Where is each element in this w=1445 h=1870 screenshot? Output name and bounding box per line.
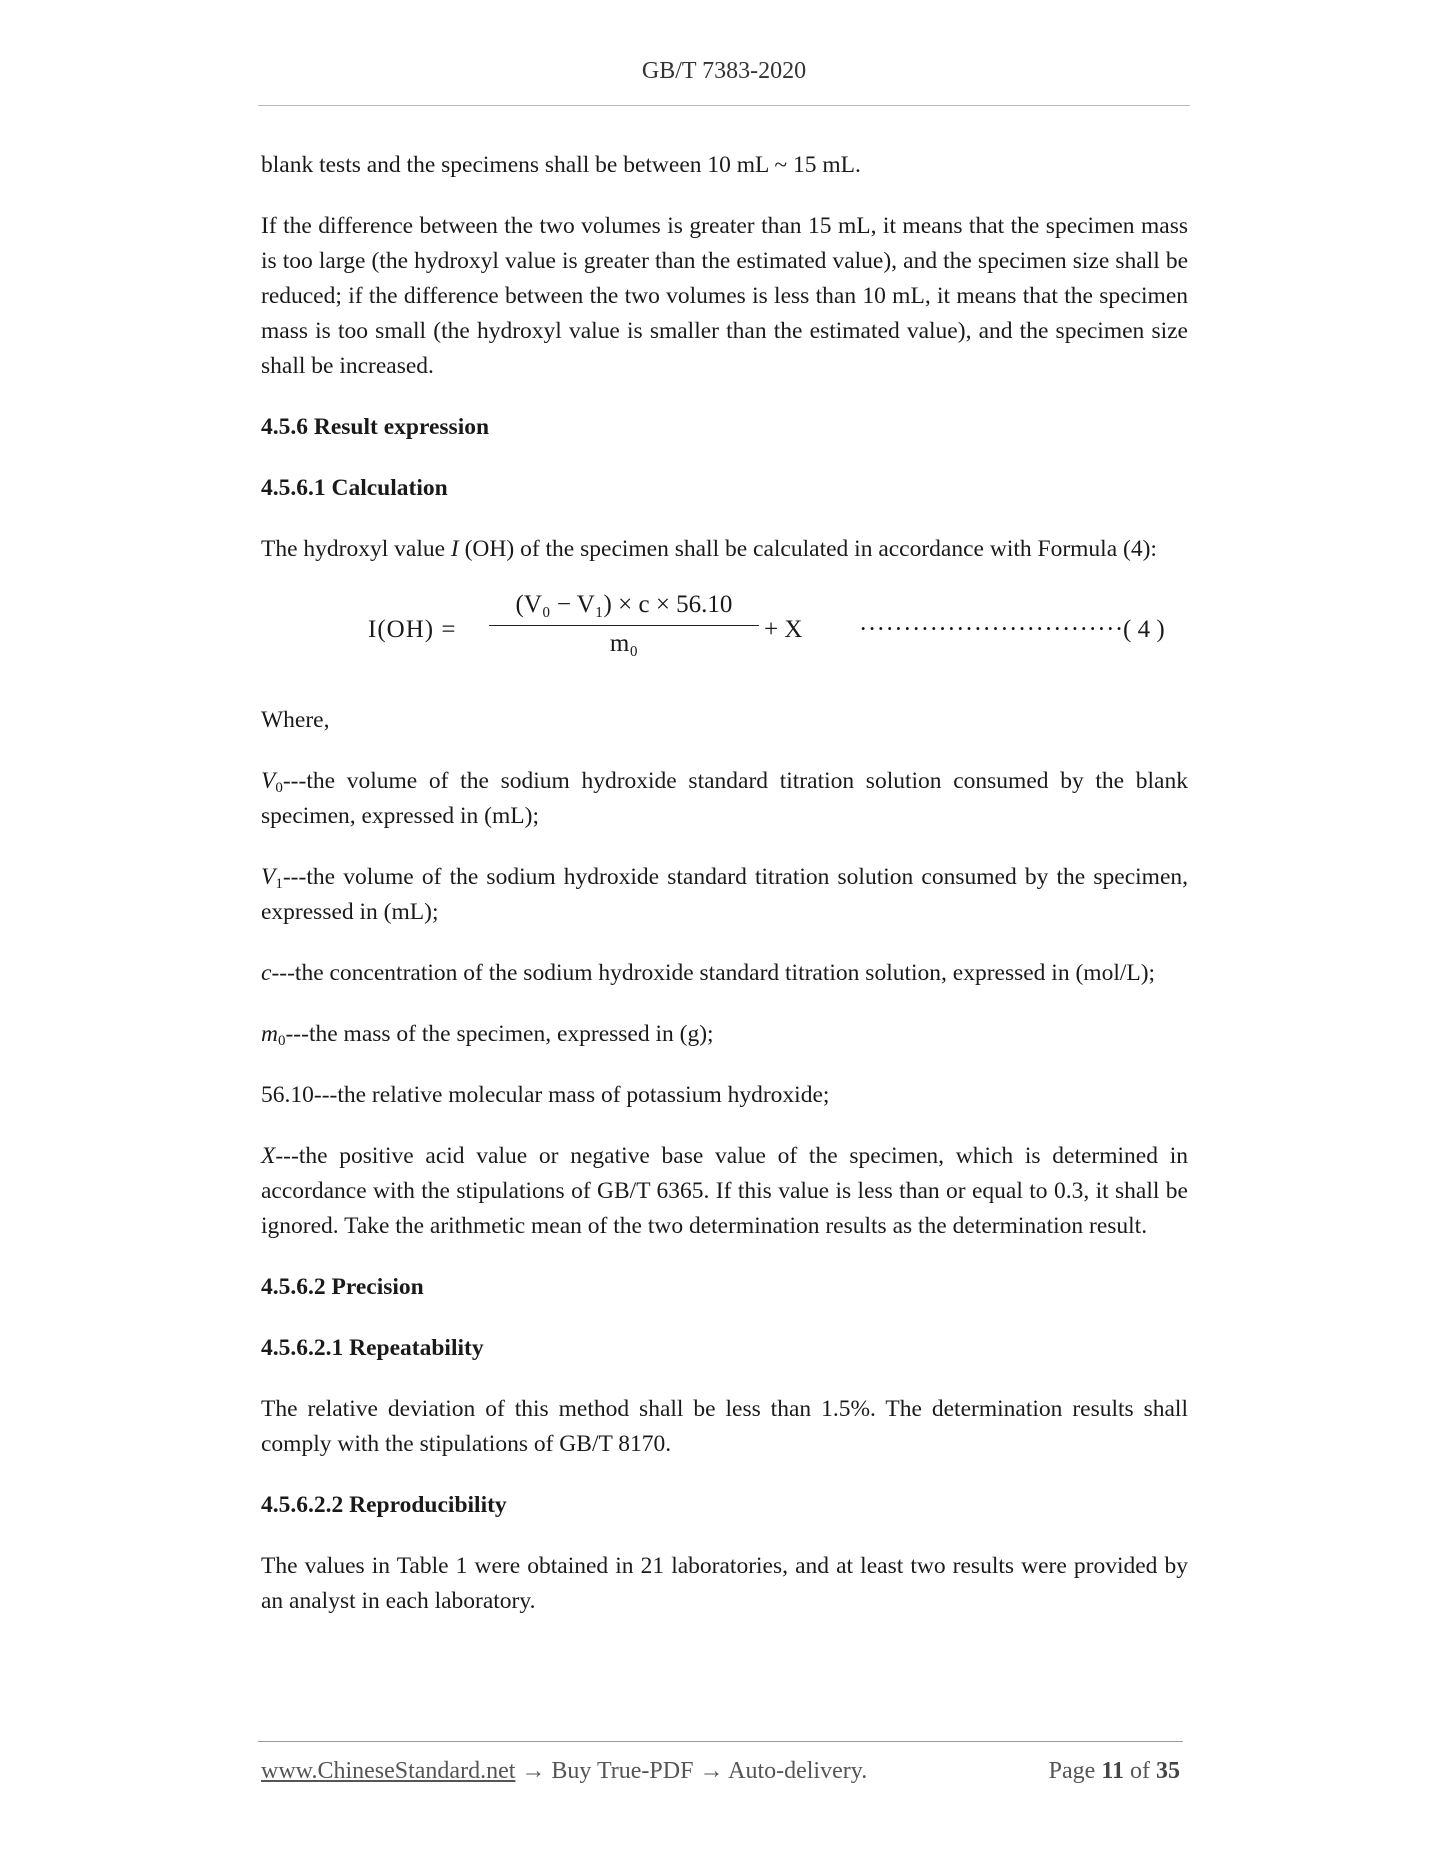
subscript: 0 <box>275 780 283 796</box>
document-body <box>261 148 1188 1619</box>
definition-c <box>261 956 1188 991</box>
formula-4 <box>261 585 1188 677</box>
page-indicator <box>1049 1758 1180 1785</box>
formula-leader-dots: ······························ <box>859 616 1124 643</box>
definition-text: ---the volume of the sodium hydroxide standard titration solution consumed by the blank specimen, expressed in (mL); <box>261 768 1188 829</box>
document-id-header: GB/T 7383-2020 <box>641 58 807 84</box>
paragraph-where: Where, <box>261 707 330 733</box>
calc-intro-text: The hydroxyl value <box>261 536 451 562</box>
definition-m0 <box>261 1017 1188 1052</box>
symbol-v: V <box>261 768 276 794</box>
heading-4-5-6: 4.5.6 Result expression <box>261 414 490 440</box>
paragraph-repeatability: The relative deviation of this method shall be less than 1.5%. The determination results shall comply with the stipulations of GB/T 8170. <box>261 1396 1188 1457</box>
page-label: Page <box>1048 1758 1096 1784</box>
paragraph-calculation-intro <box>261 532 1188 567</box>
symbol-m: m <box>261 1021 278 1047</box>
formula-lhs: I(OH) = <box>368 616 457 643</box>
definition-constant: 56.10---the relative molecular mass of potassium hydroxide; <box>261 1082 830 1108</box>
symbol-v: V <box>261 864 276 890</box>
calc-intro-symbol: I <box>450 536 459 562</box>
heading-4-5-6-2-1: 4.5.6.2.1 Repeatability <box>261 1335 484 1361</box>
definition-v1 <box>261 860 1188 930</box>
header-divider <box>258 105 1190 106</box>
paragraph-volume-difference: If the difference between the two volumes is greater than 15 mL, it means that the specimen mass is too large (the hydroxyl value is greater than the estimated value), and the specimen size shall be reduced; if the difference between the two volumes is less than 10 mL, it means that the specimen mass is too small (the hydroxyl value is smaller than the estimated value), and the specimen size shall be increased. <box>261 213 1188 379</box>
heading-4-5-6-2-2: 4.5.6.2.2 Reproducibility <box>261 1492 507 1518</box>
footer-promo-text: → Buy True-PDF → Auto-delivery. <box>515 1758 868 1784</box>
definition-text: ---the positive acid value or negative base value of the specimen, which is determined in accordance with the stipulations of GB/T 6365. If this value is less than or equal to 0.3, it shall be ignored. Take the arithmetic mean of the two determination results as the determination result. <box>261 1143 1188 1239</box>
heading-4-5-6-1: 4.5.6.1 Calculation <box>261 475 448 501</box>
paragraph-reproducibility: The values in Table 1 were obtained in 21 laboratories, and at least two results were provided by an analyst in each laboratory. <box>261 1553 1188 1614</box>
current-page-number: 11 <box>1101 1758 1124 1784</box>
symbol-c: c <box>261 960 272 986</box>
formula-numerator: (V₀ − V₁) × c × 56.10 <box>515 591 733 618</box>
paragraph-continuation: blank tests and the specimens shall be between 10 mL ~ 15 mL. <box>261 152 861 178</box>
subscript: 1 <box>275 876 283 892</box>
subscript: 0 <box>277 1033 286 1049</box>
total-pages-number: 35 <box>1156 1758 1180 1784</box>
definition-text: ---the concentration of the sodium hydroxide standard titration solution, expressed in (mol/L); <box>271 960 1156 986</box>
definition-v0 <box>261 764 1188 834</box>
heading-4-5-6-2: 4.5.6.2 Precision <box>261 1274 424 1300</box>
formula-fraction <box>489 585 759 662</box>
formula-plus-term: + X <box>764 616 803 643</box>
formula-number: ( 4 ) <box>1123 616 1165 643</box>
page-footer <box>261 1758 1183 1785</box>
definition-text: ---the volume of the sodium hydroxide standard titration solution consumed by the specimen, expressed in (mL); <box>261 864 1188 925</box>
symbol-x: X <box>261 1143 276 1169</box>
formula-denominator: m₀ <box>609 630 639 657</box>
site-link[interactable]: www.ChineseStandard.net <box>261 1758 516 1784</box>
calc-intro-text-end: (OH) of the specimen shall be calculated in accordance with Formula (4): <box>458 536 1157 562</box>
footer-divider <box>258 1741 1183 1742</box>
footer-promo <box>261 1758 867 1784</box>
of-label: of <box>1130 1758 1150 1784</box>
definition-text: ---the mass of the specimen, expressed in (g); <box>285 1021 714 1047</box>
definition-x <box>261 1139 1188 1244</box>
